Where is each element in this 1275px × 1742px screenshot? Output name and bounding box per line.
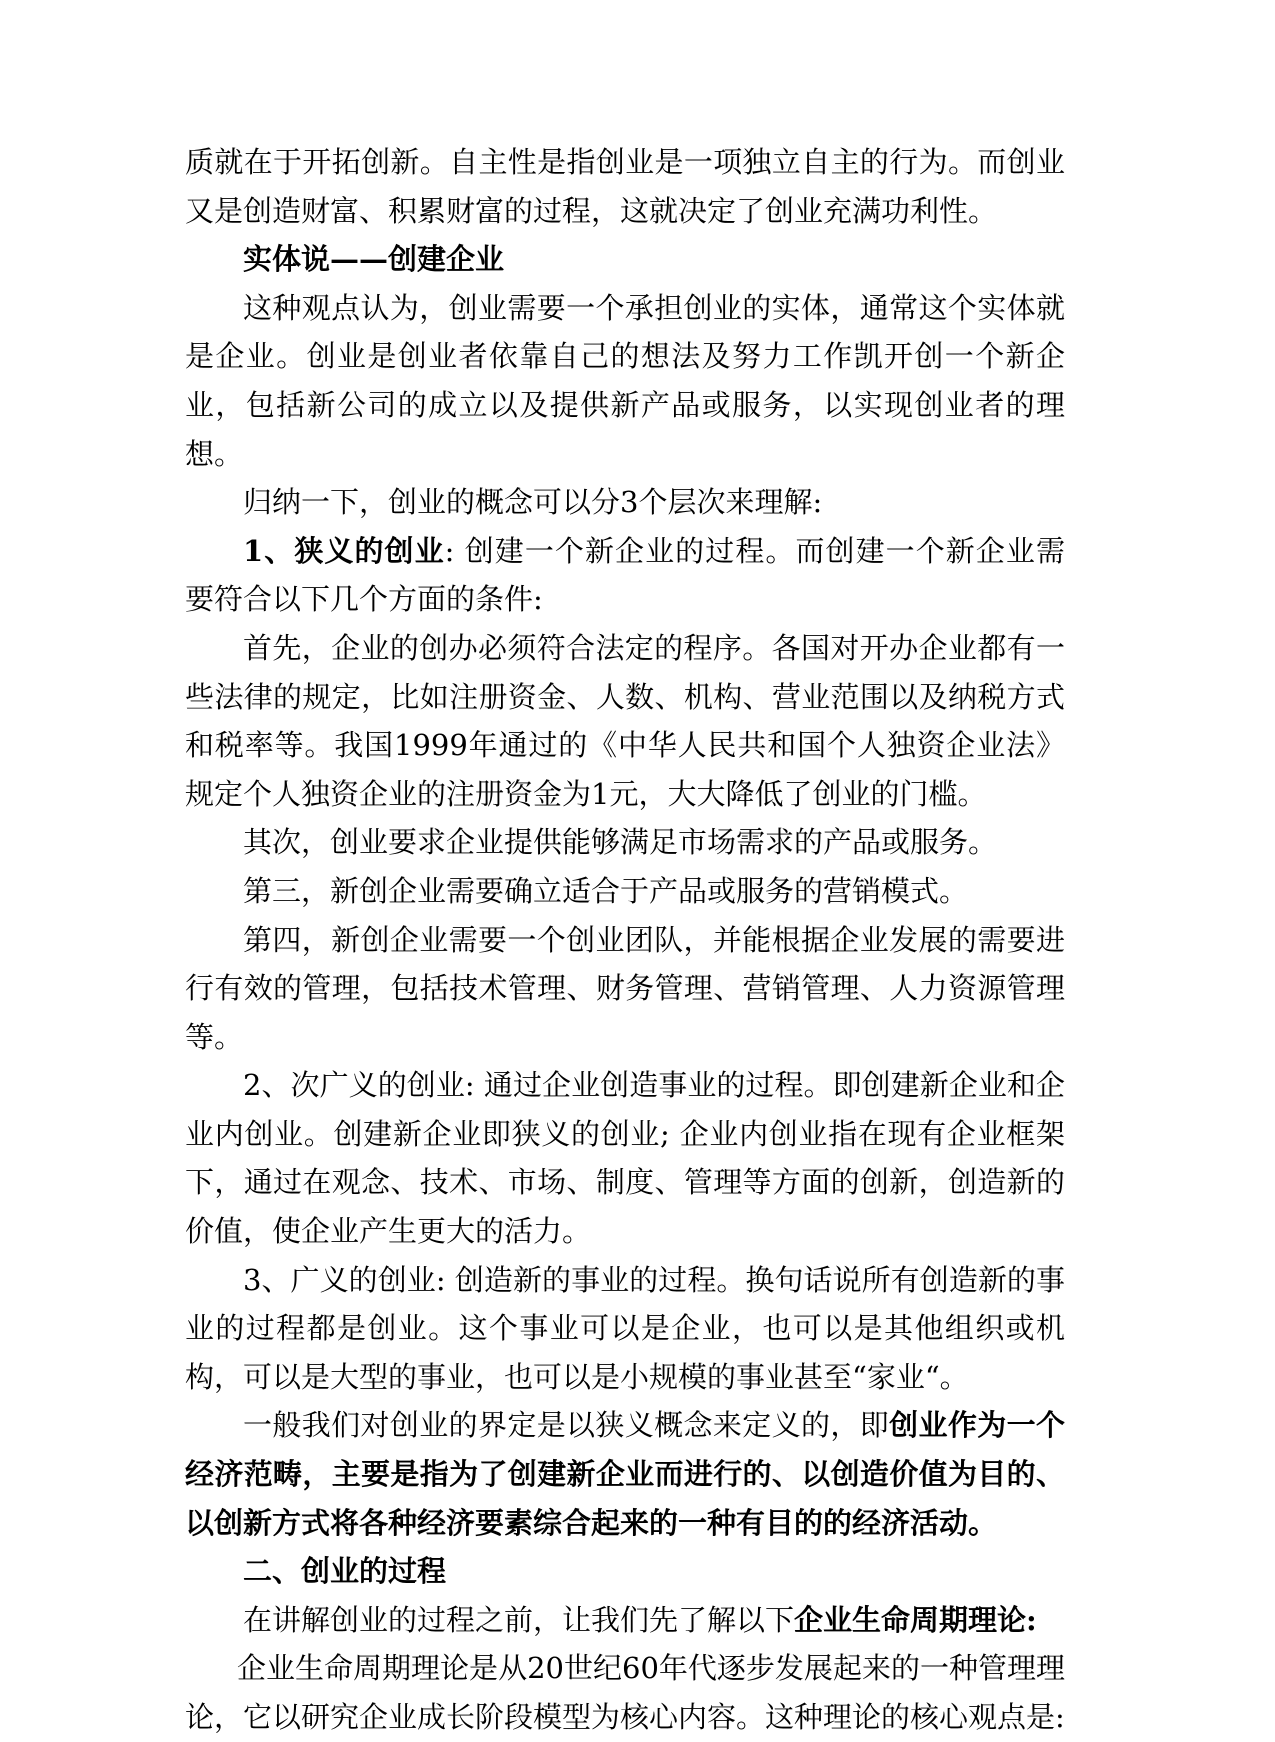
paragraph: 质就在于开拓创新。自主性是指创业是一项独立自主的行为。而创业又是创造财富、积累财富的过程，这就决定了创业充满功利性。 (185, 145, 1065, 228)
bold-term: 1、狭义的创业 (243, 533, 445, 568)
section-heading: 二、创业的过程 (243, 1554, 447, 1589)
paragraph: 2、次广义的创业: 通过企业创造事业的过程。即创建新企业和企业内创业。创建新企业即狭义的创业; 企业内创业指在现有企业框架下，通过在观念、技术、市场、制度、管理等方面的创新，创造新的价值，使企业产生更大的活力。 (185, 1068, 1065, 1249)
paragraph: 企业生命周期理论是从20世纪60年代逐步发展起来的一种管理理论，它以研究企业成长阶段模型为核心内容。这种理论的核心观点是: (185, 1651, 1065, 1734)
paragraph (185, 1401, 1065, 1547)
paragraph: 第三，新创企业需要确立适合于产品或服务的营销模式。 (243, 873, 969, 908)
paragraph-text: 在讲解创业的过程之前，让我们先了解以下 (243, 1602, 795, 1637)
paragraph (185, 1596, 1065, 1645)
body-text (185, 138, 1065, 1742)
section-heading: 实体说——创建企业 (243, 242, 505, 277)
paragraph-text: 一般我们对创业的界定是以狭义概念来定义的，即 (243, 1408, 890, 1443)
paragraph: 第四，新创企业需要一个创业团队，并能根据企业发展的需要进行有效的管理，包括技术管理、财务管理、营销管理、人力资源管理等。 (185, 922, 1065, 1054)
paragraph: 这种观点认为，创业需要一个承担创业的实体，通常这个实体就是企业。创业是创业者依靠自己的想法及努力工作凯开创一个新企业，包括新公司的成立以及提供新产品或服务，以实现创业者的理想。 (185, 290, 1065, 471)
bold-term: 企业生命周期理论: (794, 1602, 1037, 1637)
bold-definition: 创业作为一个经济范畴，主要是指为了创建新企业而进行的、以创造价值为目的、以创新方式将各种经济要素综合起来的一种有目的的经济活动。 (185, 1408, 1065, 1540)
paragraph: 首先，企业的创办必须符合法定的程序。各国对开办企业都有一些法律的规定，比如注册资金、人数、机构、营业范围以及纳税方式和税率等。我国1999年通过的《中华人民共和国个人独资企业法》规定个人独资企业的注册资金为1元，大大降低了创业的门槛。 (185, 630, 1065, 811)
paragraph: 其次，创业要求企业提供能够满足市场需求的产品或服务。 (243, 825, 998, 860)
paragraph: 3、广义的创业: 创造新的事业的过程。换句话说所有创造新的事业的过程都是创业。这个事业可以是企业，也可以是其他组织或机构，可以是大型的事业，也可以是小规模的事业甚至“家业“。 (185, 1262, 1065, 1394)
paragraph: 归纳一下，创业的概念可以分3个层次来理解: (243, 485, 823, 520)
paragraph (185, 527, 1065, 624)
paragraph-text: : 创建一个新企业的过程。而创建一个新企业需要符合以下几个方面的条件: (185, 533, 1065, 617)
